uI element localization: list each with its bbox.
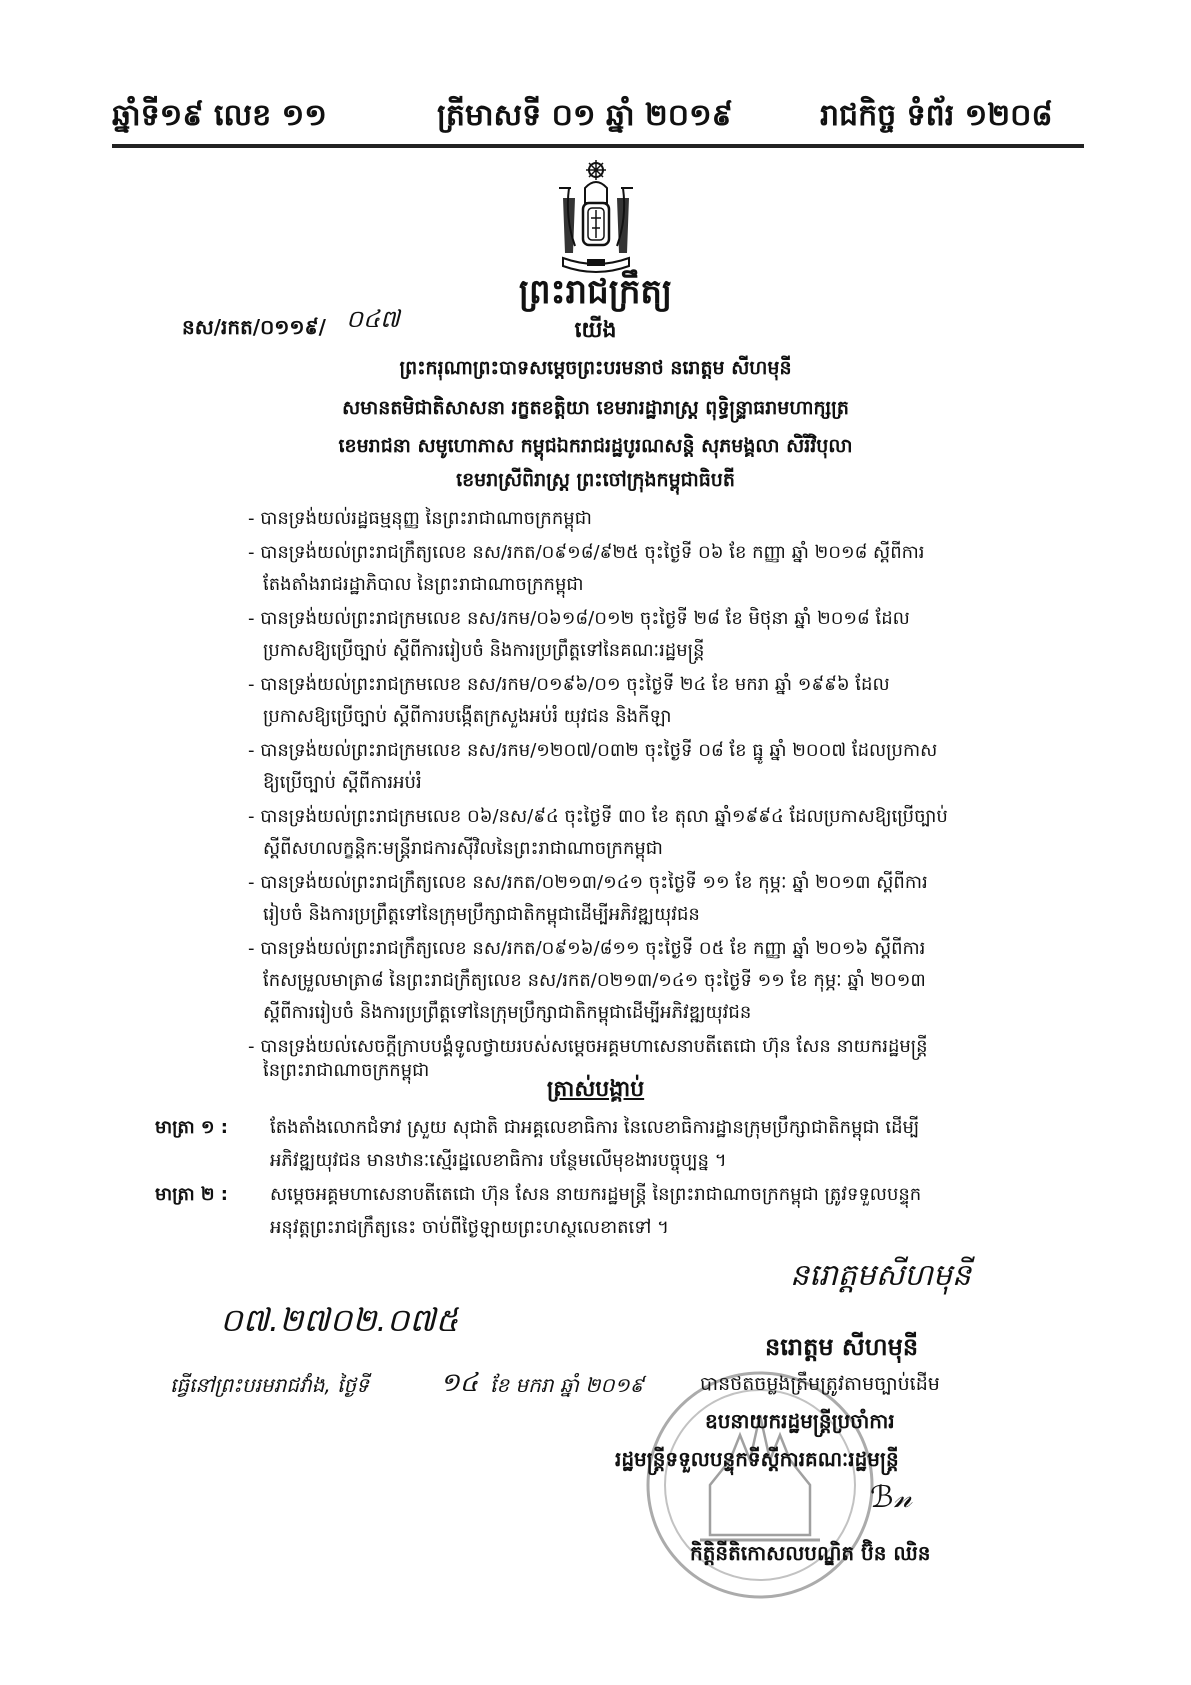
ordered-heading: ត្រាស់បង្គាប់ bbox=[546, 1077, 645, 1102]
visa-line: កែសម្រួលមាត្រា៨ នៃព្រះរាជក្រឹត្យលេខ នស/រកត/០២១៣/១៤១ ចុះថ្ងៃទី ១១ ខែ កុម្ភៈ ឆ្នាំ ២០១៣ bbox=[263, 970, 926, 991]
visa-line: - បានទ្រង់យល់ព្រះរាជក្រមលេខ នស/រកម/០១៩៦/០១ ចុះថ្ងៃទី ២៤ ខែ មករា ឆ្នាំ ១៩៩៦ ដែល bbox=[248, 674, 890, 695]
visa-line: ស្តីពីការរៀបចំ និងការប្រព្រឹត្តទៅនៃក្រុមប្រឹក្សាជាតិកម្ពុជាដើម្បីអភិវឌ្ឍយុវជន bbox=[263, 1002, 752, 1023]
visa-line: តែងតាំងរាជរដ្ឋាភិបាល នៃព្រះរាជាណាចក្រកម្ពុជា bbox=[263, 574, 584, 595]
king-title-line-4: ខេមរាស្រីពិរាស្ត្រ ព្រះចៅក្រុងកម្ពុជាធិបតី bbox=[456, 469, 735, 491]
visa-line: ស្តីពីសហលក្ខន្តិកៈមន្ត្រីរាជការស៊ីវិលនៃព្រះរាជាណាចក្រកម្ពុជា bbox=[263, 838, 663, 859]
article-1-label: មាត្រា ១ : bbox=[155, 1117, 228, 1138]
king-name: នរោត្តម សីហមុនី bbox=[765, 1333, 919, 1361]
visa-line: ប្រកាសឱ្យប្រើច្បាប់ ស្តីពីការបង្កើតក្រសួងអប់រំ យុវជន និងកីឡា bbox=[263, 706, 672, 727]
article-1-line: អភិវឌ្ឍយុវជន មានឋានៈស្មើរដ្ឋលេខាធិការ បន្ថែមលើមុខងារបច្ចុប្បន្ន ។ bbox=[270, 1150, 727, 1171]
visa-line: - បានទ្រង់យល់ព្រះរាជក្រមលេខ ០៦/នស/៩៤ ចុះថ្ងៃទី ៣០ ខែ តុលា ឆ្នាំ១៩៩៤ ដែលប្រកាសឱ្យប្រើច្បាប់ bbox=[248, 806, 948, 827]
minister-name: កិត្តិនីតិកោសលបណ្ឌិត ប៊ិន ឈិន bbox=[690, 1541, 931, 1565]
gazette-page: រាជកិច្ច ទំព័រ ១២០៨ bbox=[820, 98, 1053, 133]
royal-signature: នរោត្តមសីហមុនី bbox=[790, 1258, 971, 1293]
gazette-date: ត្រីមាសទី ០១ ឆ្នាំ ២០១៩ bbox=[437, 98, 733, 133]
visa-line: ឱ្យប្រើច្បាប់ ស្តីពីការអប់រំ bbox=[263, 772, 422, 793]
visa-line: - បានទ្រង់យល់ព្រះរាជក្រមលេខ នស/រកម/១២០៧/០៣២ ចុះថ្ងៃទី ០៨ ខែ ធ្នូ ឆ្នាំ ២០០៧ ដែលប្រកាស bbox=[248, 740, 938, 761]
certified-copy-line: បានថតចម្លងត្រឹមត្រូវតាមច្បាប់ដើម bbox=[700, 1373, 940, 1395]
article-2-label: មាត្រា ២ : bbox=[155, 1184, 228, 1205]
visa-line: - បានទ្រង់យល់ព្រះរាជក្រឹត្យលេខ នស/រកត/០៩១៦/៨១១ ចុះថ្ងៃទី ០៥ ខែ កញ្ញា ឆ្នាំ ២០១៦ ស្តីពីការ bbox=[248, 938, 926, 959]
visa-line: នៃព្រះរាជាណាចក្រកម្ពុជា bbox=[263, 1060, 430, 1081]
article-1-line: តែងតាំងលោកជំទាវ ស្រួយ សុជាតិ ជាអគ្គលេខាធិការ នៃលេខាធិការដ្ឋានក្រុមប្រឹក្សាជាតិកម្ពុជា ដើម្បី bbox=[270, 1117, 920, 1138]
we-heading: យើង bbox=[574, 318, 617, 343]
deputy-pm-line: ឧបនាយករដ្ឋមន្ត្រីប្រចាំការ bbox=[705, 1409, 895, 1433]
decree-title: ព្រះរាជក្រឹត្យ bbox=[518, 272, 673, 312]
place-date-suffix: ខែ មករា ឆ្នាំ ២០១៩ bbox=[490, 1373, 644, 1397]
visa-line: - បានទ្រង់យល់ព្រះរាជក្រមលេខ នស/រកម/០៦១៨/០១២ ចុះថ្ងៃទី ២៨ ខែ មិថុនា ឆ្នាំ ២០១៨ ដែល bbox=[248, 608, 910, 629]
article-2-line: អនុវត្តព្រះរាជក្រឹត្យនេះ ចាប់ពីថ្ងៃឡាយព្រះហស្ថលេខាតទៅ ។ bbox=[270, 1217, 669, 1238]
king-title-line-1: ព្រះករុណាព្រះបាទសម្តេចព្រះបរមនាថ នរោត្តម សីហមុនី bbox=[399, 357, 792, 379]
place-date-day: ១៤ bbox=[440, 1368, 479, 1398]
visa-line: រៀបចំ និងការប្រព្រឹត្តទៅនៃក្រុមប្រឹក្សាជាតិកម្ពុជាដើម្បីអភិវឌ្ឍយុវជន bbox=[263, 904, 700, 925]
decree-reference-number: នស/រកត/០១១៩/ bbox=[182, 315, 326, 339]
visa-line: - បានទ្រង់យល់ព្រះរាជក្រឹត្យលេខ នស/រកត/០២១៣/១៤១ ចុះថ្ងៃទី ១១ ខែ កុម្ភៈ ឆ្នាំ ២០១៣ ស្តីពីការ bbox=[248, 872, 928, 893]
visa-line: - បានទ្រង់យល់ព្រះរាជក្រឹត្យលេខ នស/រកត/០៩១៨/៩២៥ ចុះថ្ងៃទី ០៦ ខែ កញ្ញា ឆ្នាំ ២០១៨ ស្តីពីការ bbox=[248, 542, 925, 563]
decree-reference-handwritten: ០៤៧ bbox=[346, 305, 400, 333]
royal-emblem-icon bbox=[555, 158, 637, 276]
minister-line: រដ្ឋមន្ត្រីទទួលបន្ទុកទីស្តីការគណៈរដ្ឋមន្ត្រី bbox=[615, 1447, 899, 1471]
visa-line: - បានទ្រង់យល់សេចក្តីក្រាបបង្គំទូលថ្វាយរបស់សម្តេចអគ្គមហាសេនាបតីតេជោ ហ៊ុន សែន នាយករដ្ឋមន្ត្រី bbox=[248, 1036, 928, 1057]
visa-line: ប្រកាសឱ្យប្រើច្បាប់ ស្តីពីការរៀបចំ និងការប្រព្រឹត្តទៅនៃគណៈរដ្ឋមន្ត្រី bbox=[263, 640, 705, 661]
article-2-line: សម្តេចអគ្គមហាសេនាបតីតេជោ ហ៊ុន សែន នាយករដ្ឋមន្ត្រី នៃព្រះរាជាណាចក្រកម្ពុជា ត្រូវទទួលបន្ទុក bbox=[270, 1184, 922, 1205]
handwritten-date: ០៧.២៧០២.០៧៥ bbox=[220, 1301, 459, 1339]
place-date-prefix: ធ្វើនៅព្រះបរមរាជវាំង, ថ្ងៃទី bbox=[170, 1373, 369, 1397]
minister-signature: ℬ𝓃 bbox=[870, 1480, 913, 1515]
king-title-line-2: សមានតមិជាតិសាសនា រក្ខតខត្តិយា ខេមរារដ្ឋារាស្ត្រ ពុទ្ធិន្ទ្រាធរាមហាក្សត្រ bbox=[342, 397, 849, 419]
gazette-year-issue: ឆ្នាំទី១៩ លេខ ១១ bbox=[112, 98, 327, 133]
king-title-line-3: ខេមរាជនា សមូហោភាស កម្ពុជឯករាជរដ្ឋបូរណសន្តិ សុភមង្គលា សិរីវិបុលា bbox=[338, 435, 853, 457]
header-rule bbox=[112, 144, 1084, 148]
visa-line: - បានទ្រង់យល់រដ្ឋធម្មនុញ្ញ នៃព្រះរាជាណាចក្រកម្ពុជា bbox=[248, 508, 592, 529]
